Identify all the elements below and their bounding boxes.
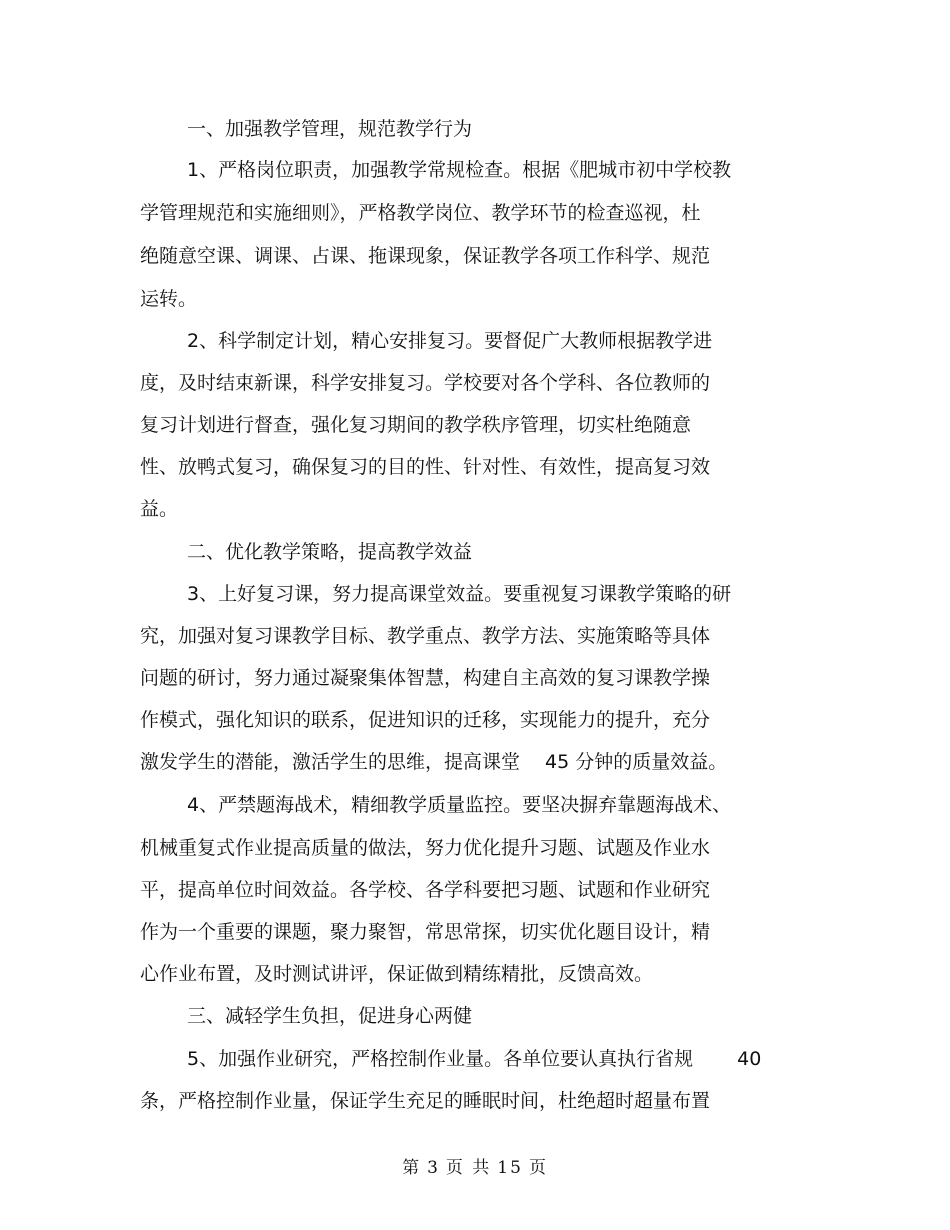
paragraph-line: 机械重复式作业提高质量的做法，努力优化提升习题、试题及作业水 (140, 837, 711, 859)
paragraph-line: 激发学生的潜能，激活学生的思维，提高课堂 45 分钟的质量效益。 (140, 751, 728, 773)
footer-mid: 页 共 (445, 1158, 492, 1178)
paragraph-line: 问题的研讨，努力通过凝聚集体智慧，构建自主高效的复习课教学操 (140, 667, 711, 689)
paragraph-line: 平，提高单位时间效益。各学校、各学科要把习题、试题和作业研究 (140, 879, 711, 901)
paragraph-line: 5、加强作业研究，严格控制作业量。各单位要认真执行省规 40 (187, 1048, 762, 1070)
paragraph-line: 绝随意空课、调课、占课、拖课现象，保证教学各项工作科学、规范 (140, 245, 711, 267)
section-heading: 二、优化教学策略，提高教学效益 (187, 541, 473, 563)
paragraph-line: 性、放鸭式复习，确保复习的目的性、针对性、有效性，提高复习效 (140, 456, 711, 478)
paragraph-line: 度，及时结束新课，科学安排复习。学校要对各个学科、各位教师的 (140, 372, 711, 394)
paragraph-line: 心作业布置，及时测试讲评，保证做到精练精批，反馈高效。 (140, 963, 654, 985)
paragraph-line: 复习计划进行督查，强化复习期间的教学秩序管理，切实杜绝随意 (140, 414, 692, 436)
footer-suffix: 页 (528, 1158, 548, 1178)
footer-prefix: 第 (402, 1158, 422, 1178)
paragraph-line: 究，加强对复习课教学目标、教学重点、教学方法、实施策略等具体 (140, 625, 711, 647)
paragraph-line: 2、科学制定计划，精心安排复习。要督促广大教师根据教学进 (187, 330, 713, 352)
paragraph-line: 益。 (140, 498, 179, 520)
paragraph-line: 作为一个重要的课题，聚力聚智，常思常探，切实优化题目设计，精 (140, 921, 711, 943)
paragraph-line: 作模式，强化知识的联系，促进知识的迁移，实现能力的提升，充分 (140, 709, 711, 731)
paragraph-line: 条，严格控制作业量，保证学生充足的睡眠时间，杜绝超时超量布置 (140, 1090, 711, 1112)
section-heading: 一、加强教学管理，规范教学行为 (187, 118, 473, 140)
paragraph-line: 运转。 (140, 288, 198, 310)
total-page-count: 15 (497, 1158, 523, 1178)
current-page-number: 3 (427, 1158, 440, 1178)
paragraph-line: 1、严格岗位职责，加强教学常规检查。根据《肥城市初中学校教 (187, 159, 732, 181)
paragraph-line: 学管理规范和实施细则》，严格教学岗位、教学环节的检查巡视，杜 (140, 202, 701, 224)
paragraph-line: 3、上好复习课，努力提高课堂效益。要重视复习课教学策略的研 (187, 583, 732, 605)
paragraph-line: 4、严禁题海战术，精细教学质量监控。要坚决摒弃靠题海战术、 (187, 794, 732, 816)
page-footer (0, 1153, 950, 1178)
section-heading: 三、减轻学生负担，促进身心两健 (187, 1005, 473, 1027)
